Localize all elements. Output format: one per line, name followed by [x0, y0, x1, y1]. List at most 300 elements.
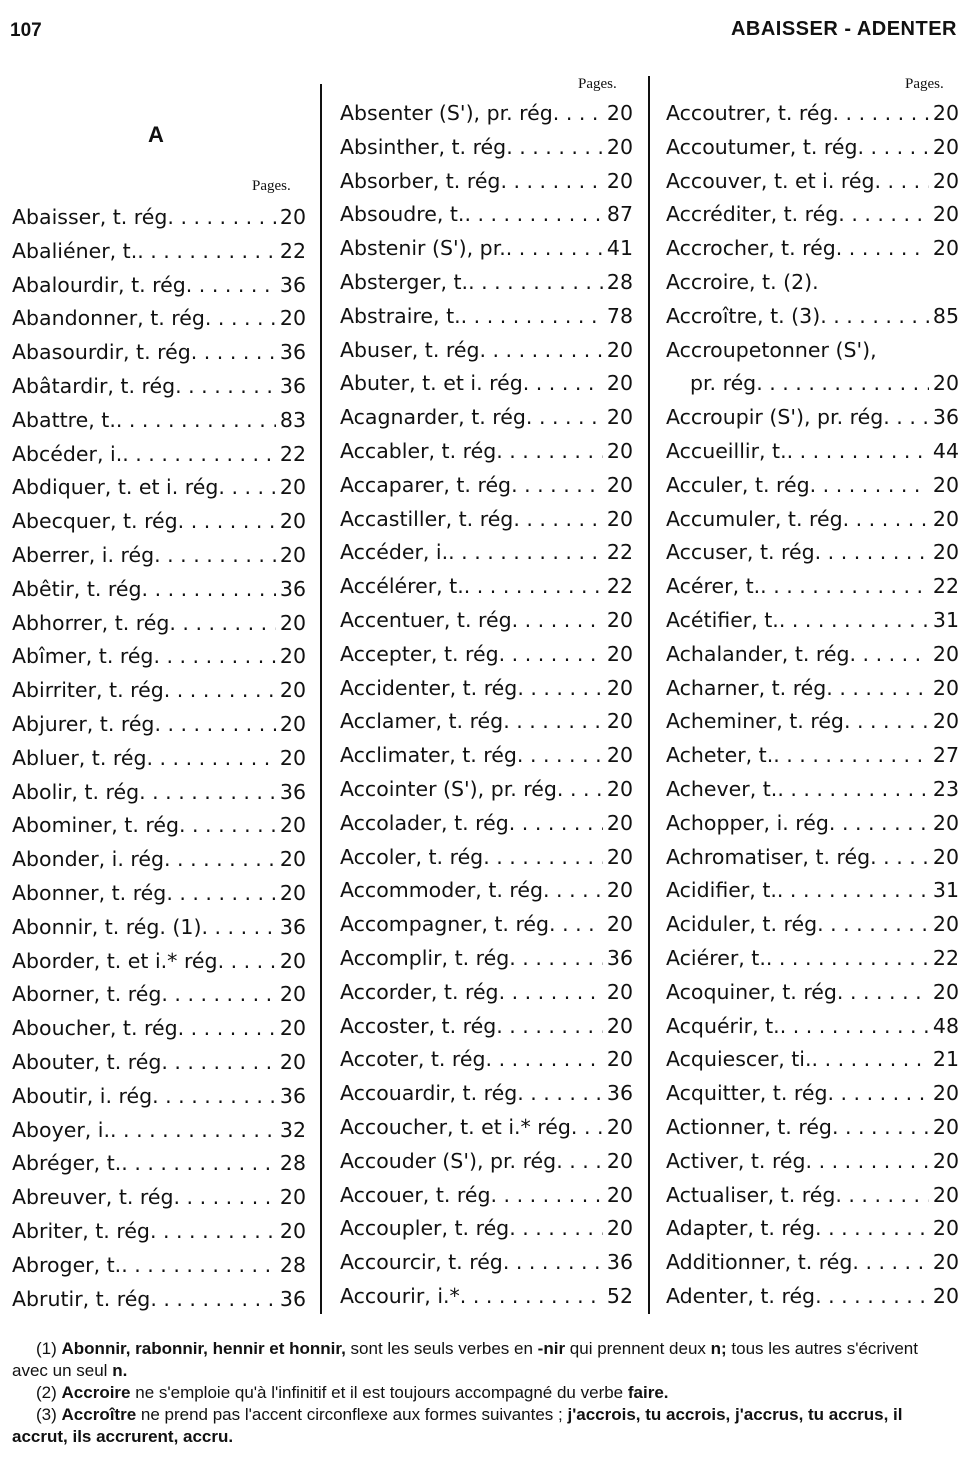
- entry-term: Abolir, t. rég: [12, 779, 140, 804]
- dot-leader: [810, 468, 929, 502]
- entry-term: Accoter, t. rég: [340, 1047, 486, 1072]
- entry-term: Abîmer, t. rég: [12, 644, 154, 669]
- entry-page: 22: [279, 238, 306, 263]
- entry-term: Accuser, t. rég: [666, 540, 815, 565]
- dot-leader: [461, 299, 603, 333]
- entry-term: Accouardir, t. rég: [340, 1081, 518, 1106]
- entry-page: 20: [606, 777, 633, 801]
- dot-leader: [827, 1076, 928, 1110]
- entry-page: 41: [606, 236, 633, 261]
- dictionary-entry: [340, 975, 633, 1009]
- entry-page: 36: [932, 405, 959, 430]
- entry-term: Accouer, t. rég: [340, 1182, 491, 1207]
- entry-page: 32: [279, 1117, 306, 1142]
- dictionary-entry: [666, 738, 959, 772]
- dot-leader: [543, 873, 603, 907]
- entry-page: 20: [606, 472, 633, 497]
- entry-term: Accentuer, t. rég: [340, 608, 512, 632]
- entry-term: Abluer, t. rég: [12, 745, 147, 770]
- entry-page: 36: [279, 340, 306, 365]
- entry-page: 20: [606, 608, 633, 632]
- dot-leader: [506, 231, 603, 265]
- pages-header-col3: Pages.: [905, 76, 944, 92]
- dot-leader: [503, 1245, 603, 1279]
- entry-page: 20: [932, 101, 959, 125]
- entry-page: 28: [606, 270, 633, 294]
- dot-leader: [549, 907, 603, 941]
- entry-term: Activer, t. rég: [666, 1148, 806, 1173]
- entry-term: Achever, t.: [666, 777, 778, 801]
- entry-term: Aboyer, i.: [12, 1117, 110, 1142]
- entry-page: 20: [279, 813, 306, 838]
- dot-leader: [773, 738, 929, 772]
- entry-page: 20: [279, 1050, 306, 1074]
- dictionary-entry: [340, 96, 633, 130]
- dictionary-entry: [340, 434, 633, 468]
- dot-leader: [186, 268, 276, 302]
- entry-term: Acheter, t.: [666, 743, 774, 768]
- entry-term: Abonder, i. rég: [12, 847, 164, 872]
- dictionary-entry: [12, 1011, 306, 1045]
- dot-leader: [191, 335, 276, 369]
- dictionary-entry: [666, 1009, 959, 1043]
- entry-term: Acagnarder, t. rég: [340, 405, 526, 430]
- entry-term: Accabler, t. rég: [340, 439, 497, 463]
- dictionary-entry: [12, 538, 306, 572]
- dot-leader: [815, 535, 929, 569]
- entry-page: 20: [279, 475, 306, 500]
- entry-term: Accréditer, t. rég: [666, 202, 839, 227]
- dot-leader: [817, 907, 929, 941]
- dot-leader: [175, 369, 276, 403]
- footnote-3: (3) Accroître ne prend pas l'accent circonflexe aux formes suivantes ; j'accrois, tu accrois, j'accrus, tu accrus, il accrut, ils accrurent, accru.: [12, 1405, 903, 1446]
- dictionary-entry: [12, 335, 306, 369]
- dot-leader: [777, 772, 929, 806]
- dot-leader: [870, 840, 929, 874]
- dictionary-entry: [340, 806, 633, 840]
- dictionary-entry: [340, 772, 633, 806]
- dot-leader: [122, 437, 276, 471]
- dictionary-entry: [12, 1113, 306, 1147]
- entry-term: Accroître, t. (3): [666, 303, 821, 328]
- dot-leader: [496, 1009, 603, 1043]
- dictionary-entry: [666, 1178, 959, 1212]
- dot-leader: [812, 1042, 929, 1076]
- dot-leader: [509, 1211, 603, 1245]
- entry-page: 20: [606, 810, 633, 835]
- entry-term: Accointer (S'), pr. rég: [340, 777, 557, 801]
- entry-page: 21: [932, 1047, 959, 1072]
- entry-term: Acharner, t. rég: [666, 675, 827, 700]
- entry-page: 20: [279, 745, 306, 770]
- dictionary-entry: [666, 164, 959, 198]
- dictionary-entry: [12, 842, 306, 876]
- entry-term: Abouter, t. rég: [12, 1050, 162, 1074]
- entry-page: 20: [279, 881, 306, 905]
- dictionary-entry: [340, 1144, 633, 1178]
- dot-leader: [178, 1011, 276, 1045]
- dot-leader: [468, 265, 603, 299]
- dictionary-entry: [12, 301, 306, 335]
- entry-term: Absoudre, t.: [340, 202, 465, 227]
- entry-page: 36: [279, 576, 306, 601]
- dot-leader: [150, 1282, 276, 1316]
- entry-page: 20: [932, 472, 959, 497]
- entry-page: 48: [932, 1013, 959, 1038]
- dot-leader: [779, 603, 929, 637]
- dot-leader: [121, 1146, 276, 1180]
- entry-page: 20: [279, 1016, 306, 1041]
- entry-term: Abriter, t. rég: [12, 1219, 150, 1243]
- dictionary-entry: [340, 265, 633, 299]
- entry-page: 20: [279, 509, 306, 534]
- dictionary-entry: [12, 470, 306, 504]
- dot-leader: [837, 975, 929, 1009]
- dictionary-entry: [340, 468, 633, 502]
- dictionary-entry: [12, 741, 306, 775]
- entry-page: 20: [606, 979, 633, 1004]
- entry-page: 20: [606, 101, 633, 125]
- entry-term: Absinther, t. rég: [340, 134, 507, 159]
- dictionary-entry: [12, 775, 306, 809]
- dictionary-entry: [340, 603, 633, 637]
- entry-page: 20: [932, 810, 959, 835]
- section-letter: A: [148, 122, 164, 147]
- dictionary-entry: [340, 907, 633, 941]
- dictionary-entry: [12, 1180, 306, 1214]
- dictionary-entry: [666, 1245, 959, 1279]
- dictionary-entry: [340, 400, 633, 434]
- entry-term: Aciduler, t. rég: [666, 912, 818, 937]
- entry-term: Abasourdir, t. rég: [12, 340, 191, 365]
- entry-page: 31: [932, 608, 959, 632]
- entry-page: 27: [932, 743, 959, 768]
- dot-leader: [509, 941, 603, 975]
- entry-page: 36: [606, 1081, 633, 1106]
- dictionary-entry: [340, 1110, 633, 1144]
- dot-leader: [843, 502, 929, 536]
- dictionary-entry: [340, 569, 633, 603]
- dictionary-entry: [340, 535, 633, 569]
- entry-term: Acclimater, t. rég: [340, 743, 517, 768]
- entry-page: 20: [932, 236, 959, 261]
- entry-page: 22: [606, 574, 633, 599]
- dictionary-entry: [666, 299, 959, 333]
- dot-leader: [760, 569, 929, 603]
- dictionary-entry: [666, 569, 959, 603]
- dictionary-entry: [666, 231, 959, 265]
- entry-page: 20: [932, 1182, 959, 1207]
- entry-term: Abonner, t. rég: [12, 881, 167, 905]
- entry-term: Abaisser, t. rég: [12, 205, 168, 229]
- entry-term: Aborder, t. et i.* rég: [12, 948, 218, 973]
- dot-leader: [152, 1079, 276, 1113]
- entry-page: 20: [932, 168, 959, 193]
- dot-leader: [815, 1211, 929, 1245]
- entry-term: Acquiescer, ti.: [666, 1047, 812, 1072]
- dot-leader: [483, 840, 603, 874]
- dot-leader: [832, 1110, 929, 1144]
- dictionary-entry: [666, 671, 959, 705]
- dictionary-entry: [12, 403, 306, 437]
- entry-term: Accorder, t. rég: [340, 979, 499, 1004]
- entry-page: 20: [606, 134, 633, 159]
- entry-page: 20: [932, 1115, 959, 1139]
- entry-page: 31: [932, 878, 959, 903]
- dictionary-entry: [12, 944, 306, 978]
- dictionary-entry: [666, 434, 959, 468]
- dot-leader: [511, 468, 603, 502]
- dot-leader: [169, 606, 276, 640]
- dot-leader: [838, 197, 929, 231]
- entry-term: Absorber, t. rég: [340, 168, 501, 193]
- entry-term: Abirriter, t. rég: [12, 678, 164, 703]
- entry-page: 20: [932, 641, 959, 666]
- entry-page: 20: [279, 644, 306, 669]
- dictionary-entry: [340, 873, 633, 907]
- entry-page: 20: [606, 1013, 633, 1038]
- entry-term: Actionner, t. rég: [666, 1115, 832, 1139]
- dictionary-entry: [666, 1076, 959, 1110]
- entry-term: Abhorrer, t. rég: [12, 610, 170, 635]
- entry-term: Adapter, t. rég: [666, 1216, 816, 1241]
- entry-term: Abroger, t.: [12, 1252, 122, 1277]
- entry-term: Accoutrer, t. rég: [666, 101, 833, 125]
- dot-leader: [201, 910, 275, 944]
- entry-page: 20: [279, 205, 306, 229]
- entry-term: Absterger, t.: [340, 270, 469, 294]
- entry-term: Abonnir, t. rég. (1): [12, 914, 202, 939]
- dictionary-entry: [666, 806, 959, 840]
- dictionary-entry: [666, 704, 959, 738]
- column-divider-2: [648, 76, 650, 1314]
- dot-leader: [858, 130, 929, 164]
- dictionary-entry: [340, 637, 633, 671]
- dictionary-entry: [340, 502, 633, 536]
- entry-term: Accidenter, t. rég: [340, 675, 518, 700]
- dictionary-entry: [12, 504, 306, 538]
- entry-term: Abuser, t. rég: [340, 337, 480, 362]
- dot-leader: [556, 1144, 603, 1178]
- dot-leader: [448, 535, 603, 569]
- entry-page: 20: [932, 506, 959, 531]
- dot-leader: [787, 434, 929, 468]
- dictionary-entry: [340, 130, 633, 164]
- entry-term: Achalander, t. rég: [666, 641, 850, 666]
- entry-term: Abjurer, t. rég: [12, 712, 155, 736]
- entry-term: Acétifier, t.: [666, 608, 779, 632]
- dictionary-entry: [12, 977, 306, 1011]
- entry-page: 20: [606, 743, 633, 768]
- entry-term: Accastiller, t. rég: [340, 506, 514, 531]
- entry-term: Acidifier, t.: [666, 878, 777, 903]
- entry-page: 20: [279, 610, 306, 635]
- entry-page: 36: [279, 1083, 306, 1108]
- dot-leader: [496, 434, 603, 468]
- dot-leader: [850, 637, 929, 671]
- entry-page: 20: [932, 1148, 959, 1173]
- dictionary-entry: [340, 197, 633, 231]
- dictionary-entry: [340, 738, 633, 772]
- entry-term: Accoler, t. rég: [340, 844, 484, 869]
- dictionary-entry: [666, 130, 959, 164]
- entry-page: 20: [932, 540, 959, 565]
- footnote-2: (2) Accroire ne s'emploie qu'à l'infinitif et il est toujours accompagné du verbe faire.: [36, 1383, 669, 1402]
- dot-leader: [205, 301, 276, 335]
- entry-page: 20: [932, 844, 959, 869]
- dot-leader: [464, 197, 602, 231]
- dictionary-entry: [12, 1248, 306, 1282]
- dot-leader: [164, 842, 276, 876]
- dot-leader: [146, 741, 275, 775]
- entry-term: Accepter, t. rég: [340, 641, 499, 666]
- entry-term: Actualiser, t. rég: [666, 1182, 836, 1207]
- entry-page: 36: [606, 1250, 633, 1275]
- entry-term: Abominer, t. rég: [12, 813, 179, 838]
- entry-page: 20: [606, 675, 633, 700]
- entry-page: 22: [279, 441, 306, 466]
- dictionary-entry: [340, 1245, 633, 1279]
- entry-page: 36: [279, 374, 306, 398]
- entry-term: Absenter (S'), pr. rég: [340, 101, 553, 125]
- entry-page: 20: [279, 678, 306, 703]
- dictionary-entry: [666, 468, 959, 502]
- entry-page: 20: [606, 1182, 633, 1207]
- entry-term: Acoquiner, t. rég: [666, 979, 837, 1004]
- dot-leader: [161, 977, 276, 1011]
- dot-leader: [500, 164, 602, 198]
- dictionary-entry: [12, 707, 306, 741]
- dictionary-entry: [340, 1178, 633, 1212]
- dictionary-entry: [12, 234, 306, 268]
- entry-term: Accumuler, t. rég: [666, 506, 843, 531]
- dictionary-entry: [666, 1144, 959, 1178]
- entry-term: Accolader, t. rég: [340, 810, 509, 835]
- dot-leader: [499, 975, 603, 1009]
- entry-page: 78: [606, 303, 633, 328]
- entry-term: Additionner, t. rég: [666, 1250, 853, 1275]
- dictionary-entry: [340, 671, 633, 705]
- dot-leader: [499, 637, 603, 671]
- dot-leader: [756, 366, 929, 400]
- dictionary-entry: [666, 265, 959, 299]
- dot-leader: [836, 231, 929, 265]
- dot-leader: [883, 400, 929, 434]
- dictionary-entry: [666, 941, 959, 975]
- dictionary-entry: [666, 333, 959, 367]
- entry-term: Aciérer, t.: [666, 946, 766, 970]
- entry-term: Achromatiser, t. rég: [666, 844, 871, 869]
- entry-term: Accueillir, t.: [666, 439, 787, 463]
- dot-leader: [820, 299, 929, 333]
- dot-leader: [875, 164, 929, 198]
- dot-leader: [506, 130, 603, 164]
- entry-term: Aboutir, i. rég: [12, 1083, 153, 1108]
- entry-term: pr. rég: [690, 371, 757, 396]
- entry-term: Accoucher, t. et i.* rég: [340, 1115, 571, 1139]
- entry-term: Accourir, i.*: [340, 1284, 460, 1308]
- dictionary-entry: [12, 1214, 306, 1248]
- dot-leader: [571, 1110, 603, 1144]
- dictionary-entry: [340, 1076, 633, 1110]
- entry-term: Accéder, i.: [340, 540, 449, 565]
- entry-page: 20: [932, 1284, 959, 1308]
- entry-page: 36: [279, 1286, 306, 1311]
- entry-page: 20: [606, 878, 633, 903]
- dictionary-entry: [666, 603, 959, 637]
- footnotes: [12, 1338, 957, 1448]
- entry-page: 20: [606, 844, 633, 869]
- dot-leader: [179, 808, 276, 842]
- entry-term: Accompagner, t. rég: [340, 912, 550, 937]
- dot-leader: [517, 738, 603, 772]
- dot-leader: [833, 96, 929, 130]
- entry-term: Abdiquer, t. et i. rég: [12, 475, 219, 500]
- entry-term: Acquitter, t. rég: [666, 1081, 828, 1106]
- entry-term: Abêtir, t. rég: [12, 576, 142, 601]
- entry-term: Abrutir, t. rég: [12, 1286, 151, 1311]
- dot-leader: [777, 873, 929, 907]
- dot-leader: [512, 603, 603, 637]
- dot-leader: [154, 538, 276, 572]
- dictionary-entry: [340, 164, 633, 198]
- dictionary-entry: [666, 1110, 959, 1144]
- dot-leader: [137, 234, 276, 268]
- dictionary-entry: [12, 437, 306, 471]
- dot-leader: [844, 704, 929, 738]
- entry-term: Acculer, t. rég: [666, 472, 810, 497]
- entry-page: 20: [932, 371, 959, 396]
- dictionary-entry: [12, 606, 306, 640]
- entry-page: 36: [279, 779, 306, 804]
- entry-term: Accroupir (S'), pr. rég: [666, 405, 884, 430]
- dot-leader: [464, 569, 603, 603]
- column-divider-1: [320, 84, 322, 1314]
- entry-term: Abaliéner, t.: [12, 238, 138, 263]
- entry-page: 20: [932, 979, 959, 1004]
- dictionary-entry: [666, 873, 959, 907]
- entry-page: 20: [606, 506, 633, 531]
- dictionary-entry: [12, 572, 306, 606]
- dot-leader: [486, 1042, 603, 1076]
- entry-term: Accoupler, t. rég: [340, 1216, 510, 1241]
- dictionary-entry: [666, 907, 959, 941]
- entry-page: 28: [279, 1252, 306, 1277]
- dictionary-entry: [666, 840, 959, 874]
- footnote-1: (1) Abonnir, rabonnir, hennir et honnir, sont les seuls verbes en -nir qui prennent deux n; tous les autres s'écrivent avec un seul n.: [12, 1339, 918, 1380]
- dictionary-entry: [666, 535, 959, 569]
- entry-term: Abuter, t. et i. rég: [340, 371, 523, 396]
- entry-term: Abattre, t.: [12, 407, 116, 432]
- entry-page: 22: [932, 946, 959, 970]
- entry-term: Aborner, t. rég: [12, 982, 162, 1007]
- entry-page: 20: [606, 1115, 633, 1139]
- dictionary-entry: [340, 333, 633, 367]
- entry-page: 20: [279, 1219, 306, 1243]
- entry-page: 20: [279, 847, 306, 872]
- entry-page: 20: [606, 439, 633, 463]
- dictionary-entry: [12, 876, 306, 910]
- entry-term: Accomplir, t. rég: [340, 946, 510, 970]
- dot-leader: [826, 671, 929, 705]
- entry-term: Accourcir, t. rég: [340, 1250, 503, 1275]
- dot-leader: [153, 639, 275, 673]
- entry-page: 83: [279, 407, 306, 432]
- entry-term: Acérer, t.: [666, 574, 761, 599]
- dictionary-entry: [666, 1279, 959, 1313]
- dot-leader: [523, 366, 603, 400]
- dictionary-entry: [340, 1009, 633, 1043]
